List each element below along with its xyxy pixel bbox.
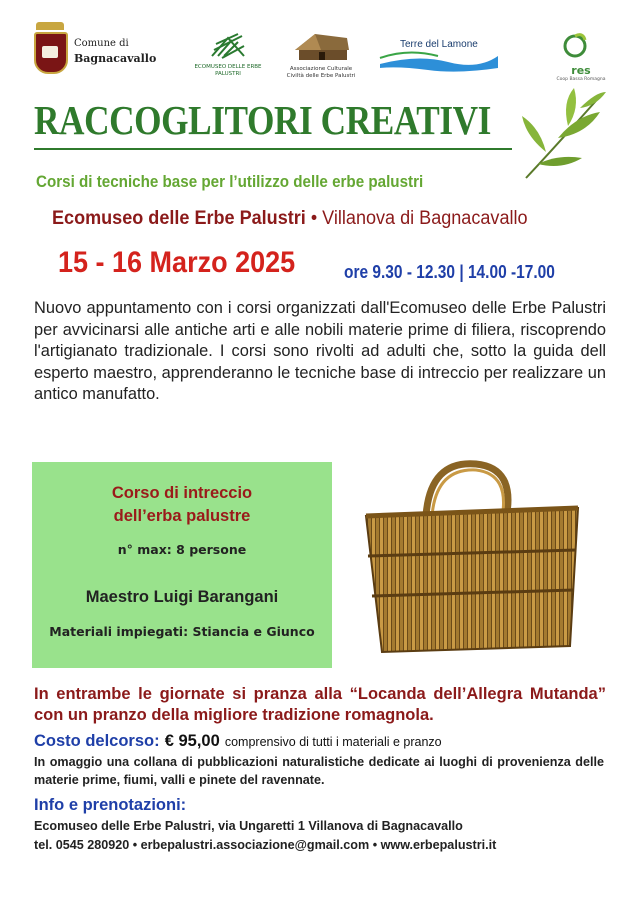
course-materials: Materiali impiegati: Stiancia e Giunco	[49, 624, 315, 639]
course-info-box	[32, 462, 332, 668]
res-leaf-icon	[561, 30, 601, 60]
title-underline	[34, 148, 512, 150]
woven-basket-image	[356, 456, 588, 656]
page-title: RACCOGLITORI CREATIVI	[34, 97, 491, 143]
cost-value: € 95,00	[164, 732, 220, 750]
comune-logo	[28, 28, 176, 82]
cost-label: Costo delcorso:	[34, 732, 160, 750]
res-logo-text: res	[571, 64, 591, 77]
course-teacher: Maestro Luigi Barangani	[85, 588, 279, 606]
max-participants: n° max: 8 persone	[117, 542, 247, 557]
info-address: Ecomuseo delle Erbe Palustri, via Ungaretti 1 Villanova di Bagnacavallo	[34, 819, 463, 833]
info-heading: Info e prenotazioni:	[34, 796, 187, 814]
lunch-note: In entrambe le giornate si pranza alla “Locanda dell’Allegra Mutanda” con un pranzo della migliore tradizione romagnola.	[34, 685, 606, 724]
crown-icon	[36, 22, 64, 30]
location-separator: •	[305, 208, 323, 229]
course-title-line1: Corso di intreccio	[111, 484, 253, 502]
ecomuseo-logo-text: ECOMUSEO DELLE ERBE PALUSTRI	[194, 64, 262, 77]
terre-del-lamone-logo	[378, 34, 500, 74]
town-name: Villanova di Bagnacavallo	[322, 208, 528, 229]
event-hours: ore 9.30 - 12.30 | 14.00 -17.00	[344, 262, 555, 282]
event-dates: 15 - 16 Marzo 2025	[58, 246, 296, 279]
olive-branch-icon	[516, 86, 608, 186]
comune-label: Comune di	[74, 38, 129, 49]
thatched-hut-icon	[291, 30, 351, 62]
comune-name: Bagnacavallo	[74, 52, 157, 65]
association-logo-text: Associazione Culturale Civiltà delle Erbe Palustri	[286, 66, 356, 79]
subtitle: Corsi di tecniche base per l’utilizzo delle erbe palustri	[36, 173, 424, 191]
intro-paragraph: Nuovo appuntamento con i corsi organizzati dall'Ecomuseo delle Erbe Palustri per avvicinarsi alle antiche arti e alle nobili materie prime di filiera, riscoprendo l'artigianato tradizionale. I corsi sono rivolti ad adulti che, sotto la guida dell esperto maestro, apprenderanno le tecniche base di intreccio per realizzare un antico manufatto.	[34, 299, 606, 403]
event-location	[52, 208, 528, 230]
res-logo-subtext: Coop Bassa Romagna	[556, 77, 606, 82]
venue-name: Ecomuseo delle Erbe Palustri	[52, 208, 306, 229]
course-title	[32, 482, 332, 528]
marsh-grass-icon	[208, 30, 248, 60]
association-logo	[282, 30, 360, 84]
course-title-line2: dell’erba palustre	[113, 507, 251, 525]
ecomuseo-logo	[188, 30, 268, 84]
res-logo	[556, 30, 606, 82]
terre-logo-text: Terre del Lamone	[400, 39, 478, 50]
coat-of-arms-icon	[34, 32, 68, 74]
info-contacts: tel. 0545 280920 • erbepalustri.associazione@gmail.com • www.erbepalustri.it	[34, 838, 497, 852]
cost-line	[34, 731, 606, 751]
cost-note: comprensivo di tutti i materiali e pranzo	[224, 735, 442, 749]
gift-note: In omaggio una collana di pubblicazioni naturalistiche dedicate ai luoghi di provenienza delle materie prime, fiumi, valli e pinete del ravennate.	[34, 755, 604, 787]
